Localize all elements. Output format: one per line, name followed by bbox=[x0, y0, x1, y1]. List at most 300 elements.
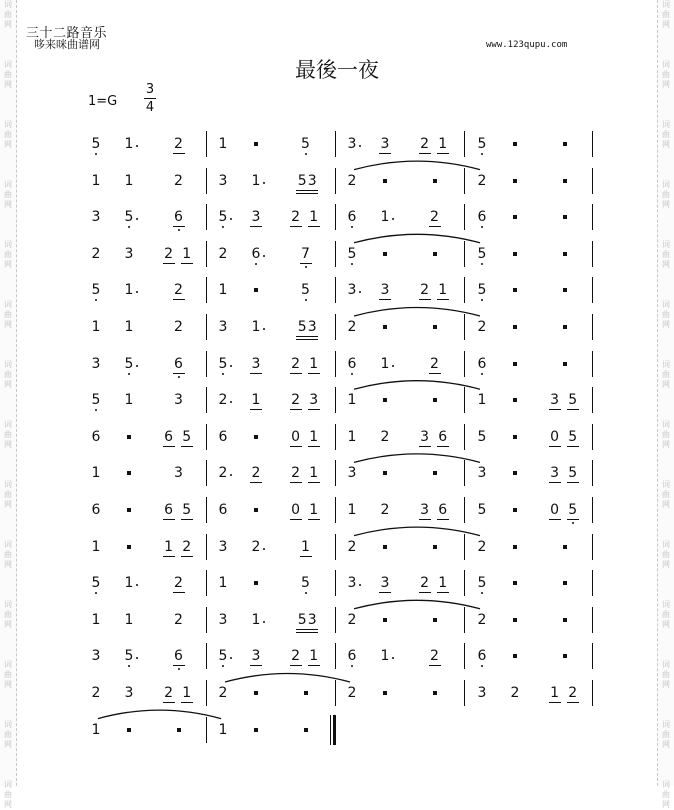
sustain-dash bbox=[563, 179, 567, 183]
octave-dot bbox=[481, 373, 483, 375]
note: 5 bbox=[477, 575, 487, 592]
note: 6 bbox=[477, 355, 487, 372]
beam-underline bbox=[181, 519, 193, 520]
note: 5 bbox=[218, 209, 228, 226]
augmentation-dot bbox=[263, 621, 265, 623]
barline bbox=[206, 351, 207, 377]
tie-arc bbox=[98, 710, 221, 719]
beam-underline bbox=[250, 665, 262, 666]
beam-underline bbox=[437, 519, 449, 520]
barline bbox=[335, 204, 336, 230]
sustain-dash bbox=[513, 398, 517, 402]
barline bbox=[592, 424, 593, 450]
beam-underline bbox=[290, 665, 302, 666]
note: 2 bbox=[174, 282, 183, 299]
note: 1 bbox=[124, 575, 134, 592]
sustain-dash bbox=[383, 618, 387, 622]
time-signature-bar bbox=[144, 98, 156, 99]
note: 2 bbox=[218, 465, 228, 482]
beam-underline bbox=[290, 409, 302, 410]
watermark-text: 词 曲 网 bbox=[662, 600, 670, 629]
augmentation-dot bbox=[136, 145, 138, 147]
note: 3 bbox=[307, 611, 317, 628]
note: 3 bbox=[550, 465, 560, 482]
beam-underline bbox=[173, 592, 185, 593]
note: 1 bbox=[380, 648, 390, 665]
note: 5 bbox=[477, 136, 487, 152]
barline bbox=[206, 570, 207, 596]
sustain-dash bbox=[254, 142, 258, 146]
barline bbox=[335, 387, 336, 413]
beam-underline bbox=[308, 373, 320, 374]
note: 0 bbox=[291, 428, 301, 445]
barline bbox=[464, 680, 465, 706]
augmentation-dot bbox=[392, 365, 394, 367]
note: 1 bbox=[251, 319, 261, 335]
sustain-dash bbox=[513, 142, 517, 146]
note: 1 bbox=[124, 172, 134, 189]
sustain-dash bbox=[433, 325, 437, 329]
beam-underline bbox=[429, 226, 441, 227]
octave-dot bbox=[255, 263, 257, 265]
barline bbox=[592, 680, 593, 706]
note: 2 bbox=[91, 245, 101, 262]
watermark-text: 词 曲 网 bbox=[662, 240, 670, 269]
note: 1 bbox=[91, 465, 101, 482]
sustain-dash bbox=[304, 728, 308, 732]
sustain-dash bbox=[433, 252, 437, 256]
sustain-dash bbox=[433, 179, 437, 183]
note: 1 bbox=[124, 611, 134, 628]
barline bbox=[592, 314, 593, 340]
beam-underline bbox=[437, 446, 449, 447]
watermark-text: 词 曲 网 bbox=[4, 480, 12, 509]
sustain-dash bbox=[513, 362, 517, 366]
beam-underline bbox=[163, 519, 175, 520]
note: 5 bbox=[218, 355, 228, 372]
note: 3 bbox=[380, 282, 390, 299]
note: 1 bbox=[251, 172, 261, 189]
tie-arc bbox=[354, 234, 480, 243]
note: 5 bbox=[182, 428, 192, 445]
note: 2 bbox=[568, 685, 578, 701]
note: 3 bbox=[174, 465, 183, 482]
augmentation-dot bbox=[230, 657, 232, 659]
note: 1 bbox=[124, 136, 134, 152]
note: 1 bbox=[309, 209, 319, 226]
watermark-text: 词 曲 网 bbox=[662, 720, 670, 749]
barline bbox=[464, 607, 465, 633]
barline bbox=[592, 277, 593, 303]
note: 1 bbox=[309, 502, 319, 518]
note: 6 bbox=[438, 502, 448, 518]
watermark-text: 词 曲 网 bbox=[662, 480, 670, 509]
note: 5 bbox=[477, 245, 487, 262]
barline bbox=[335, 643, 336, 669]
note: 2 bbox=[510, 685, 520, 701]
note: 6 bbox=[164, 428, 174, 445]
beam-underline-double bbox=[306, 339, 318, 340]
barline bbox=[464, 460, 465, 486]
beam-underline bbox=[567, 519, 579, 520]
octave-dot bbox=[305, 153, 307, 155]
note: 3 bbox=[218, 319, 228, 335]
watermark-text: 词 曲 网 bbox=[662, 360, 670, 389]
key-signature: 1=G bbox=[88, 94, 118, 109]
beam-underline bbox=[173, 373, 185, 374]
note: 5 bbox=[297, 172, 307, 189]
note: 2 bbox=[347, 319, 357, 335]
barline bbox=[335, 570, 336, 596]
note: 6 bbox=[91, 428, 101, 445]
sustain-dash bbox=[563, 581, 567, 585]
barline bbox=[464, 534, 465, 560]
note: 2 bbox=[91, 685, 101, 701]
note: 6 bbox=[347, 209, 357, 226]
note: 1 bbox=[91, 721, 101, 738]
beam-underline bbox=[173, 665, 185, 666]
octave-dot bbox=[351, 226, 353, 228]
sustain-dash bbox=[513, 471, 517, 475]
note: 2 bbox=[218, 392, 228, 409]
barline bbox=[592, 351, 593, 377]
sustain-dash bbox=[563, 362, 567, 366]
sustain-dash bbox=[433, 691, 437, 695]
augmentation-dot bbox=[136, 657, 138, 659]
augmentation-dot bbox=[230, 365, 232, 367]
sustain-dash bbox=[254, 288, 258, 292]
barline bbox=[335, 131, 336, 157]
beam-underline bbox=[567, 702, 579, 703]
note: 1 bbox=[309, 648, 319, 665]
note: 3 bbox=[218, 611, 228, 628]
tie-arc bbox=[354, 600, 480, 609]
final-barline-thick bbox=[333, 715, 336, 745]
augmentation-dot bbox=[136, 218, 138, 220]
note: 3 bbox=[218, 538, 228, 555]
note: 2 bbox=[218, 245, 228, 262]
sustain-dash bbox=[254, 728, 258, 732]
note: 2 bbox=[347, 685, 357, 701]
octave-dot bbox=[95, 592, 97, 594]
augmentation-dot bbox=[359, 291, 361, 293]
sustain-dash bbox=[127, 508, 131, 512]
sustain-dash bbox=[433, 618, 437, 622]
beam-underline bbox=[290, 446, 302, 447]
note: 6 bbox=[477, 648, 487, 665]
beam-underline bbox=[419, 446, 431, 447]
tie-arc bbox=[354, 527, 480, 536]
octave-dot bbox=[178, 229, 180, 231]
sustain-dash bbox=[513, 179, 517, 183]
tie-arc bbox=[354, 161, 480, 170]
sustain-dash bbox=[563, 215, 567, 219]
augmentation-dot bbox=[263, 328, 265, 330]
note: 2 bbox=[380, 428, 390, 445]
note: 2 bbox=[174, 611, 183, 628]
note: 3 bbox=[251, 648, 261, 665]
sustain-dash bbox=[254, 581, 258, 585]
sustain-dash bbox=[127, 545, 131, 549]
note: 1 bbox=[91, 611, 101, 628]
beam-underline bbox=[300, 556, 312, 557]
octave-dot bbox=[481, 665, 483, 667]
octave-dot bbox=[351, 665, 353, 667]
barline bbox=[335, 424, 336, 450]
octave-dot bbox=[222, 665, 224, 667]
watermark-text: 词 曲 网 bbox=[4, 660, 12, 689]
beam-underline bbox=[308, 446, 320, 447]
beam-underline bbox=[181, 702, 193, 703]
barline bbox=[206, 168, 207, 194]
note: 5 bbox=[477, 502, 487, 518]
note: 5 bbox=[91, 136, 101, 152]
barline bbox=[592, 643, 593, 669]
note: 1 bbox=[347, 392, 357, 409]
sustain-dash bbox=[383, 252, 387, 256]
note: 1 bbox=[124, 282, 134, 299]
note: 6 bbox=[174, 209, 183, 226]
watermark-text: 词 曲 网 bbox=[4, 420, 12, 449]
barline bbox=[464, 570, 465, 596]
augmentation-dot bbox=[136, 584, 138, 586]
note: 2 bbox=[182, 538, 192, 555]
note: 1 bbox=[347, 502, 357, 518]
note: 1 bbox=[91, 319, 101, 335]
augmentation-dot bbox=[136, 291, 138, 293]
watermark-text: 词 曲 网 bbox=[4, 120, 12, 149]
note: 2 bbox=[174, 319, 183, 335]
left-watermark-margin bbox=[0, 0, 17, 809]
note: 2 bbox=[174, 172, 183, 189]
note: 1 bbox=[91, 172, 101, 189]
augmentation-dot bbox=[263, 182, 265, 184]
barline bbox=[206, 131, 207, 157]
beam-underline bbox=[163, 702, 175, 703]
sustain-dash bbox=[513, 435, 517, 439]
augmentation-dot bbox=[392, 218, 394, 220]
note: 1 bbox=[218, 136, 228, 152]
sustain-dash bbox=[513, 215, 517, 219]
note: 6 bbox=[477, 209, 487, 226]
barline bbox=[206, 424, 207, 450]
note: 5 bbox=[297, 319, 307, 335]
note: 1 bbox=[309, 428, 319, 445]
barline bbox=[464, 497, 465, 523]
beam-underline bbox=[306, 629, 318, 630]
watermark-text: 词 曲 网 bbox=[662, 780, 670, 809]
sustain-dash bbox=[563, 142, 567, 146]
note: 2 bbox=[430, 648, 439, 665]
barline bbox=[206, 314, 207, 340]
beam-underline bbox=[173, 226, 185, 227]
sustain-dash bbox=[383, 179, 387, 183]
note: 1 bbox=[182, 245, 192, 262]
barline bbox=[206, 387, 207, 413]
barline bbox=[335, 680, 336, 706]
sustain-dash bbox=[433, 545, 437, 549]
barline bbox=[592, 460, 593, 486]
octave-dot bbox=[128, 373, 130, 375]
octave-dot bbox=[222, 373, 224, 375]
note: 6 bbox=[91, 502, 101, 518]
barline bbox=[592, 607, 593, 633]
note: 6 bbox=[347, 648, 357, 665]
watermark-text: 词 曲 网 bbox=[4, 0, 12, 29]
note: 1 bbox=[438, 136, 448, 152]
note: 3 bbox=[124, 245, 134, 262]
watermark-text: 词 曲 网 bbox=[4, 240, 12, 269]
note: 6 bbox=[218, 428, 228, 445]
beam-underline bbox=[300, 263, 312, 264]
note: 1 bbox=[164, 538, 174, 555]
note: 5 bbox=[301, 136, 310, 152]
beam-underline bbox=[308, 409, 320, 410]
octave-dot bbox=[481, 299, 483, 301]
beam-underline bbox=[419, 299, 431, 300]
beam-underline bbox=[549, 409, 561, 410]
note: 1 bbox=[218, 282, 228, 299]
sustain-dash bbox=[563, 618, 567, 622]
note: 6 bbox=[438, 428, 448, 445]
sustain-dash bbox=[513, 252, 517, 256]
barline bbox=[592, 497, 593, 523]
note: 5 bbox=[568, 502, 578, 518]
octave-dot bbox=[178, 376, 180, 378]
note: 3 bbox=[124, 685, 134, 701]
note: 5 bbox=[568, 392, 578, 409]
note: 1 bbox=[218, 721, 228, 738]
note: 2 bbox=[164, 685, 174, 701]
note: 2 bbox=[477, 172, 487, 189]
note: 3 bbox=[347, 282, 357, 299]
beam-underline bbox=[181, 556, 193, 557]
beam-underline bbox=[290, 373, 302, 374]
barline bbox=[464, 387, 465, 413]
augmentation-dot bbox=[136, 365, 138, 367]
beam-underline bbox=[181, 446, 193, 447]
note: 3 bbox=[174, 392, 183, 409]
sustain-dash bbox=[127, 435, 131, 439]
augmentation-dot bbox=[392, 657, 394, 659]
note: 3 bbox=[91, 355, 101, 372]
octave-dot bbox=[351, 263, 353, 265]
note: 3 bbox=[307, 172, 317, 189]
barline bbox=[206, 643, 207, 669]
note: 5 bbox=[124, 648, 134, 665]
barline bbox=[464, 424, 465, 450]
beam-underline bbox=[429, 665, 441, 666]
octave-dot bbox=[572, 522, 574, 524]
augmentation-dot bbox=[230, 218, 232, 220]
note: 5 bbox=[301, 575, 310, 592]
note: 6 bbox=[164, 502, 174, 518]
song-title: 最後一夜 bbox=[295, 58, 379, 82]
sustain-dash bbox=[513, 545, 517, 549]
octave-dot bbox=[305, 299, 307, 301]
note: 1 bbox=[309, 465, 319, 482]
note: 5 bbox=[91, 282, 101, 299]
watermark-text: 词 曲 网 bbox=[662, 180, 670, 209]
note: 3 bbox=[91, 209, 101, 226]
barline bbox=[206, 607, 207, 633]
note: 3 bbox=[251, 209, 261, 226]
note: 6 bbox=[174, 648, 183, 665]
note: 2 bbox=[477, 538, 487, 555]
note: 6 bbox=[251, 245, 261, 262]
octave-dot bbox=[222, 226, 224, 228]
watermark-text: 词 曲 网 bbox=[4, 600, 12, 629]
note: 5 bbox=[568, 465, 578, 482]
augmentation-dot bbox=[359, 145, 361, 147]
beam-underline bbox=[419, 592, 431, 593]
tie-arc bbox=[354, 454, 480, 463]
note: 2 bbox=[477, 319, 487, 335]
beam-underline bbox=[290, 226, 302, 227]
note: 5 bbox=[297, 611, 307, 628]
note: 1 bbox=[218, 575, 228, 592]
note: 3 bbox=[380, 575, 390, 592]
note: 2 bbox=[174, 575, 183, 592]
time-signature bbox=[144, 82, 156, 115]
augmentation-dot bbox=[230, 401, 232, 403]
barline bbox=[335, 534, 336, 560]
barline bbox=[464, 277, 465, 303]
note: 0 bbox=[550, 428, 560, 445]
time-signature-bottom: 4 bbox=[145, 100, 155, 115]
barline bbox=[464, 168, 465, 194]
note: 2 bbox=[164, 245, 174, 262]
sustain-dash bbox=[254, 691, 258, 695]
barline bbox=[206, 680, 207, 706]
note: 2 bbox=[291, 648, 301, 665]
barline bbox=[592, 131, 593, 157]
note: 2 bbox=[291, 355, 301, 372]
sustain-dash bbox=[383, 545, 387, 549]
beam-underline bbox=[308, 665, 320, 666]
sustain-dash bbox=[563, 545, 567, 549]
note: 3 bbox=[251, 355, 261, 372]
note: 1 bbox=[438, 575, 448, 592]
barline bbox=[464, 241, 465, 267]
note: 3 bbox=[347, 465, 357, 482]
note: 0 bbox=[291, 502, 301, 518]
beam-underline bbox=[567, 409, 579, 410]
beam-underline bbox=[290, 482, 302, 483]
note: 1 bbox=[550, 685, 560, 701]
note: 2 bbox=[430, 355, 439, 372]
note: 2 bbox=[251, 538, 261, 555]
beam-underline bbox=[308, 519, 320, 520]
barline bbox=[592, 387, 593, 413]
beam-underline bbox=[173, 299, 185, 300]
note: 3 bbox=[477, 685, 487, 701]
watermark-text: 词 曲 网 bbox=[662, 420, 670, 449]
beam-underline bbox=[290, 519, 302, 520]
beam-underline bbox=[306, 190, 318, 191]
note: 5 bbox=[568, 428, 578, 445]
note: 2 bbox=[291, 209, 301, 226]
note: 3 bbox=[420, 502, 430, 518]
note: 3 bbox=[477, 465, 487, 482]
barline bbox=[206, 241, 207, 267]
tie-arc bbox=[225, 674, 350, 683]
watermark-text: 词 曲 网 bbox=[662, 660, 670, 689]
beam-underline bbox=[429, 373, 441, 374]
sustain-dash bbox=[433, 398, 437, 402]
sustain-dash bbox=[513, 325, 517, 329]
beam-underline bbox=[379, 299, 391, 300]
